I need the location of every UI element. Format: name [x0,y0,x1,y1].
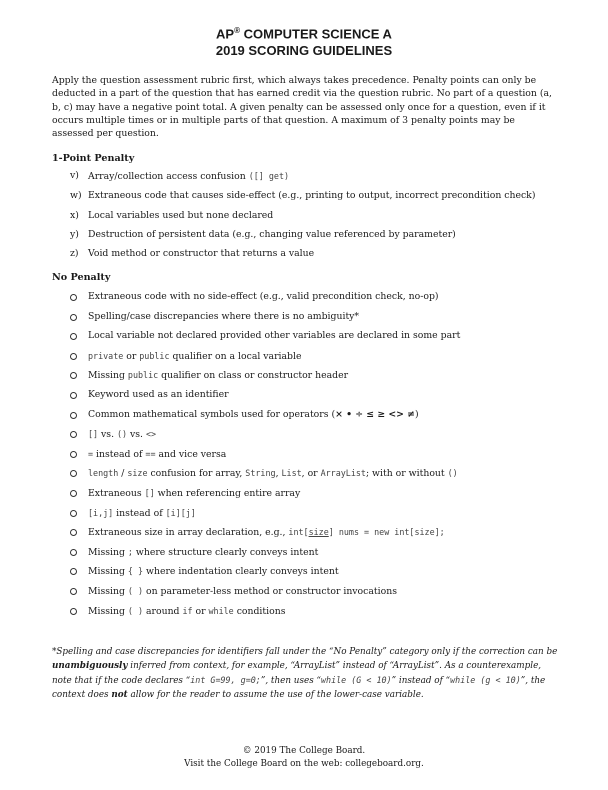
item-text-part: instead of [113,507,166,519]
circle-bullet-icon [70,510,77,517]
footnote-text: ”, then uses “ [260,676,321,686]
item-text [88,525,445,540]
item-label: v) [70,170,79,181]
intro-paragraph: Apply the question assessment rubric first, which always takes precedence. Penalty points can only be deducted in a part of the question that has earned credit via the question rubric. No part of a question (a, b, c) may have a negative point total. A given penalty can be assessed only once for a question, even if it occurs multiple times or in multiple parts of that question. A maximum of 3 penalty points may be assessed per question. [52,75,552,140]
circle-bullet-icon [70,372,77,379]
item-text-part: or [192,605,209,617]
item-text-part: and vice versa [155,448,227,460]
item-text [88,604,285,619]
item-text-body: Destruction of persistent data (e.g., changing value referenced by parameter) [88,229,456,240]
circle-bullet-icon [70,451,77,458]
footnote-code: while (g < 10) [450,675,521,685]
item-code: { } [127,566,144,577]
no-penalty-item [0,388,608,402]
item-text [88,247,314,261]
item-code: [] [88,429,99,440]
item-text-part: vs. [127,429,146,441]
item-text [88,427,156,442]
bullet-icon [70,431,84,438]
page-title [0,22,608,59]
item-text-part: Common mathematical symbols used for operators ( [88,408,336,420]
item-text: Extraneous code with no side-effect (e.g., valid precondition check, no-op) [88,291,439,302]
bullet-icon [70,529,84,536]
item-text-part: Missing [88,546,128,558]
item-text-part: where indentation clearly conveys intent [143,566,339,578]
footnote-text: allow for the reader to assume the use of the lower-case variable. [127,690,424,700]
bullet-icon [70,412,84,419]
item-text [88,584,397,599]
no-penalty-item [0,290,608,304]
item-code: ( ) [127,586,144,596]
footnote-code: while (G < 10) [321,675,392,685]
item-text-part: Missing [88,586,128,597]
item-text [88,349,301,364]
item-code: [i][j] [165,507,196,518]
item-text-body: Void method or constructor that returns a value [88,248,315,259]
item-text-part: around [143,605,183,617]
penalty-item [0,247,608,261]
circle-bullet-icon [70,568,77,575]
bullet-icon [70,568,84,575]
no-penalty-item [0,545,608,559]
bullet-icon [70,608,84,615]
no-penalty-item [0,564,608,578]
item-label: z) [70,248,79,259]
penalty-item [0,189,608,203]
item-label: y) [70,229,79,240]
item-text-part: , or [301,468,321,480]
bullet-icon [70,451,84,458]
item-text-part: Missing [88,370,128,382]
item-code: public [139,350,170,361]
no-penalty-item [0,368,608,382]
one-point-heading: 1-Point Penalty [52,153,135,164]
item-code: () [116,429,128,440]
title-course: COMPUTER SCIENCE A [240,26,392,42]
item-code: private [88,350,124,361]
item-code: int[ [288,527,309,538]
no-penalty-item [0,525,608,539]
item-text [88,368,348,383]
circle-bullet-icon [70,392,77,399]
penalty-item [0,209,608,223]
item-code: () [447,468,458,479]
bullet-icon [70,372,84,379]
bullet-icon [70,314,84,321]
bullet-icon [70,588,84,595]
item-text-part: / [118,468,128,480]
item-code: ; [127,546,133,557]
item-text [88,486,300,501]
circle-bullet-icon [70,294,77,301]
no-penalty-heading: No Penalty [52,272,111,283]
item-code: = [88,448,94,459]
item-code: public [127,370,159,381]
item-code: length [88,468,119,479]
no-penalty-item [0,584,608,598]
bullet-icon [70,510,84,517]
item-text-part: where structure clearly conveys intent [132,546,319,558]
item-symbols: × • ÷ ≤ ≥ <> ≠ [335,408,415,420]
item-text-part: Missing [88,605,128,617]
footnote-text: inferred from context, for example, “ArrayList” instead of “ArrayList”. As a counterexample, note that if the code declares “ [52,661,542,686]
footnote-bold: not [111,690,128,700]
item-code: ( ) [127,605,144,616]
bullet-icon [70,294,84,301]
item-text: Keyword used as an identifier [88,389,229,400]
item-text-part: Extraneous size in array declaration, e.g., [88,527,289,539]
bullet-icon [70,392,84,399]
footnote-text: *Spelling and case discrepancies for identifiers fall under the “No Penalty” category only if the correction can be [52,647,558,657]
registered-mark: ® [234,26,241,35]
item-text-part: qualifier on class or constructor header [158,370,349,382]
no-penalty-item [0,506,608,520]
bullet-icon [70,333,84,340]
circle-bullet-icon [70,608,77,615]
footnote [52,645,562,702]
title-subtitle: 2019 SCORING GUIDELINES [215,43,393,59]
item-text: Local variable not declared provided other variables are declared in some part [88,330,461,342]
no-penalty-item [0,427,608,441]
circle-bullet-icon [70,588,77,595]
item-code: size [308,527,329,538]
item-text [88,447,226,462]
item-text-part: on parameter-less method or constructor invocations [143,586,397,597]
item-code: List [281,468,302,479]
item-label: w) [70,190,82,201]
item-text [88,169,289,184]
item-code: == [145,448,156,459]
item-text-body: Extraneous code that causes side-effect (e.g., printing to output, incorrect precondition check) [88,190,536,201]
penalty-item [0,169,608,183]
item-text [88,545,318,560]
title-ap: AP [216,26,235,42]
item-text [88,209,273,223]
item-text-part: ) [414,408,419,420]
item-code: ArrayList [320,468,366,479]
circle-bullet-icon [70,529,77,536]
item-text-part: conditions [233,605,286,617]
item-text-part: instead of [93,448,146,460]
item-code: ] nums = new int[size]; [328,527,445,538]
circle-bullet-icon [70,314,77,321]
item-label: x) [70,210,79,221]
item-text-part: when referencing entire array [154,488,301,499]
item-text-body: Array/collection access confusion [88,171,246,182]
item-text-part: ; with or without [365,468,448,480]
item-code: String [245,468,276,479]
no-penalty-item [0,466,608,480]
footer [0,745,608,770]
no-penalty-item [0,310,608,324]
item-text-part: or [123,350,140,362]
penalty-item [0,228,608,242]
item-text-part: , [275,468,282,480]
item-text [88,466,458,481]
item-text-body: Local variables used but none declared [88,210,274,221]
circle-bullet-icon [70,431,77,438]
bullet-icon [70,470,84,477]
circle-bullet-icon [70,353,77,360]
item-code: while [208,605,234,616]
circle-bullet-icon [70,333,77,340]
item-text-part: Extraneous [88,488,145,499]
no-penalty-item [0,408,608,422]
item-text: Spelling/case discrepancies where there is no ambiguity* [88,310,360,322]
no-penalty-item [0,349,608,363]
item-text [88,408,419,422]
circle-bullet-icon [70,549,77,556]
item-text [88,506,196,521]
item-code: ([] get) [248,171,290,181]
item-text-part: confusion for array, [147,468,246,480]
bullet-icon [70,490,84,497]
item-text-part: vs. [98,429,117,441]
item-text [88,189,535,203]
item-code: [] [144,488,155,498]
no-penalty-item [0,604,608,618]
item-code: if [182,605,193,616]
item-code: size [127,468,148,479]
website-note: Visit the College Board on the web: collegeboard.org. [184,758,424,769]
item-text-part: qualifier on a local variable [169,350,302,362]
footnote-text: ” instead of “ [391,676,451,686]
bullet-icon [70,353,84,360]
no-penalty-item [0,329,608,343]
footnote-bold: unambiguously [52,661,128,671]
item-text-part: Missing [88,566,128,578]
item-code: <> [145,429,157,440]
footnote-text: ”, the context does [52,676,546,700]
circle-bullet-icon [70,490,77,497]
item-text [88,564,339,579]
footnote-code: int G=99, g=0; [190,675,261,685]
circle-bullet-icon [70,412,77,419]
no-penalty-item [0,486,608,500]
bullet-icon [70,549,84,556]
item-code: [i,j] [88,507,114,518]
copyright: © 2019 The College Board. [242,746,366,756]
no-penalty-item [0,447,608,461]
item-text [88,228,456,242]
circle-bullet-icon [70,470,77,477]
